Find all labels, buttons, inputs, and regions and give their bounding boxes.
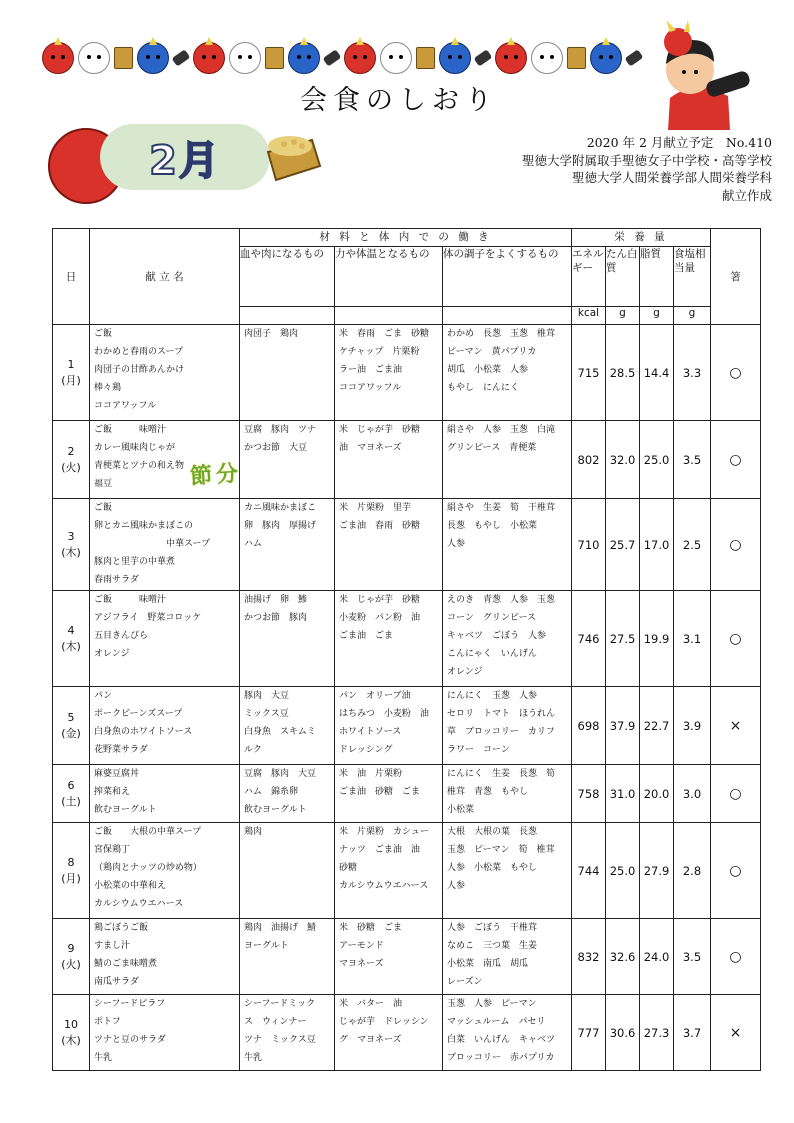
chopsticks-mark: × — [711, 687, 761, 765]
dish-name: 花野菜サラダ — [94, 745, 148, 755]
chopsticks-mark: × — [711, 995, 761, 1071]
day-of-week: (火) — [61, 957, 81, 971]
boy-eating-ehomaki-icon — [648, 18, 758, 130]
ingredient-line: グ マヨネーズ — [339, 1035, 402, 1045]
ingredients-green-cell — [443, 421, 572, 499]
dish-name: ポークビーンズスープ — [94, 709, 183, 719]
dish-name: 棒々鶏 — [94, 383, 122, 393]
ingredient-line: 米 片栗粉 カシュー — [339, 827, 429, 837]
table-row — [53, 687, 761, 765]
ingredient-line: 玉葱 人参 ピーマン — [447, 999, 537, 1009]
menu-table — [52, 228, 761, 1071]
ingredients-green-cell — [443, 325, 572, 421]
dish-name: 小松菜の中華和え — [94, 881, 167, 891]
header-fat: 脂質 — [640, 247, 674, 307]
blue-oni-icon — [137, 42, 169, 74]
ingredient-line: こんにゃく いんげん — [447, 649, 537, 659]
ingredient-line: ルク — [244, 745, 262, 755]
unit-energy: kcal — [572, 307, 606, 325]
day-of-week: (金) — [61, 726, 81, 740]
ingredient-line: にんにく 玉葱 人参 — [447, 691, 538, 701]
day-of-week: (土) — [61, 794, 81, 808]
ingredient-line: もやし にんにく — [447, 383, 520, 393]
protein-value: 27.5 — [606, 591, 640, 687]
ingredient-line: セロリ トマト ほうれん — [447, 709, 556, 719]
ingredients-green-cell — [443, 919, 572, 995]
salt-value: 3.5 — [674, 919, 711, 995]
day-number: 8 — [67, 855, 75, 869]
ingredients-green-cell — [443, 687, 572, 765]
dish-name: ポトフ — [94, 1017, 121, 1027]
blue-oni-icon — [590, 42, 622, 74]
header-day: 日 — [53, 229, 90, 325]
dish-name: ココアワッフル — [94, 401, 157, 411]
ingredient-line: 砂糖 — [339, 863, 358, 873]
ingredient-line: 卵 豚肉 厚揚げ — [244, 521, 317, 531]
ingredient-line: ナッツ ごま油 油 — [339, 845, 420, 855]
ingredient-line: 長葱 もやし 小松菜 — [447, 521, 538, 531]
fat-value: 22.7 — [640, 687, 674, 765]
day-number: 4 — [67, 623, 75, 637]
ingredients-yellow-cell — [335, 823, 443, 919]
ingredient-line: 小松菜 南瓜 胡瓜 — [447, 959, 529, 969]
dish-name: ご飯 大根の中華スープ — [94, 827, 202, 837]
okame-mask-icon — [229, 42, 261, 74]
fat-value: 27.9 — [640, 823, 674, 919]
header-protein: たん白質 — [606, 247, 640, 307]
ingredients-green-cell — [443, 499, 572, 591]
fat-value: 14.4 — [640, 325, 674, 421]
table-row — [53, 325, 761, 421]
ingredient-line: 人参 小松菜 もやし — [447, 863, 538, 873]
oni-club-icon — [474, 49, 493, 66]
ingredient-line: 人参 ごぼう 干椎茸 — [447, 923, 538, 933]
energy-value: 715 — [572, 325, 606, 421]
chopsticks-mark: ○ — [711, 591, 761, 687]
day-of-week: (木) — [61, 1033, 81, 1047]
menu-cell — [90, 995, 240, 1071]
dish-name: 飲むヨーグルト — [94, 805, 157, 815]
dish-name: 牛乳 — [94, 1053, 113, 1063]
unit-salt: g — [674, 307, 711, 325]
ingredient-line: 小松菜 — [447, 805, 475, 815]
salt-value: 2.5 — [674, 499, 711, 591]
ingredient-line: ラワー コーン — [447, 745, 510, 755]
ingredient-line: 米 油 片栗粉 — [339, 769, 403, 779]
day-number: 9 — [67, 941, 75, 955]
ingredient-line: コーン グリンピース — [447, 613, 537, 623]
setsubun-label: 節分 — [189, 461, 243, 490]
setsubun-garland — [42, 38, 642, 78]
ingredient-line: マヨネーズ — [339, 959, 384, 969]
day-cell — [53, 591, 90, 687]
dish-name: 鶏ごぼうご飯 — [94, 923, 149, 933]
okame-mask-icon — [531, 42, 563, 74]
dish-name: 豚肉と里芋の中華煮 — [94, 557, 176, 567]
ingredient-line: ホワイトソース — [339, 727, 402, 737]
day-cell — [53, 823, 90, 919]
energy-value: 832 — [572, 919, 606, 995]
dish-name: ご飯 味噌汁 — [94, 425, 167, 435]
page-title: 会食のしおり — [300, 85, 498, 116]
dish-name: カレー風味肉じゃが — [94, 443, 176, 453]
ingredient-line: 鶏肉 油揚げ 鯖 — [244, 923, 317, 933]
menu-cell — [90, 687, 240, 765]
ingredients-yellow-cell — [335, 591, 443, 687]
ingredient-line: 飲むヨーグルト — [244, 805, 307, 815]
ingredients-yellow-cell — [335, 499, 443, 591]
bean-box-icon — [262, 126, 324, 188]
bean-box-icon — [114, 47, 133, 69]
ingredient-line: グリンピース 青梗菜 — [447, 443, 537, 453]
ingredient-line: 絹さや 生姜 筍 干椎茸 — [447, 503, 556, 513]
header-energy: エネルギー — [572, 247, 606, 307]
chopsticks-mark: ○ — [711, 499, 761, 591]
day-cell — [53, 919, 90, 995]
salt-value: 3.9 — [674, 687, 711, 765]
ingredient-line: 米 片栗粉 里芋 — [339, 503, 412, 513]
ingredient-line: アーモンド — [339, 941, 384, 951]
chopsticks-mark: ○ — [711, 823, 761, 919]
dish-name: （鶏肉とナッツの炒め物） — [94, 863, 202, 873]
dish-name: 青梗菜とツナの和え物 — [94, 461, 185, 471]
dish-name: 卵とカニ風味かまぼこの — [94, 521, 194, 531]
day-number: 5 — [67, 710, 75, 724]
energy-value: 698 — [572, 687, 606, 765]
table-row — [53, 499, 761, 591]
ingredient-line: なめこ 三つ葉 生姜 — [447, 941, 538, 951]
ingredients-yellow-cell — [335, 995, 443, 1071]
author-label: 献立作成 — [721, 187, 772, 203]
dish-name: ご飯 味噌汁 — [94, 595, 167, 605]
salt-value: 2.8 — [674, 823, 711, 919]
ingredients-red-cell — [240, 919, 335, 995]
ingredient-line: ごま油 砂糖 ごま — [339, 787, 421, 797]
ingredient-line: ブロッコリー 赤パプリカ — [447, 1053, 555, 1063]
menu-info — [522, 134, 772, 204]
ingredient-line: ハム 錦糸卵 — [244, 787, 299, 797]
ingredient-line: ミックス豆 — [244, 709, 289, 719]
oni-club-icon — [625, 49, 644, 66]
day-number: 1 — [67, 357, 75, 371]
ingredient-line: ケチャップ 片栗粉 — [339, 347, 420, 357]
ingredient-line: 絹さや 人参 玉葱 白滝 — [447, 425, 556, 435]
header-green-group: 体の調子をよくするもの — [443, 247, 572, 307]
dish-name: わかめと春雨のスープ — [94, 347, 184, 357]
dish-name: 搾菜和え — [94, 787, 131, 797]
dish-name: シーフードピラフ — [94, 999, 166, 1009]
day-number: 2 — [67, 444, 75, 458]
ingredient-line: 豚肉 大豆 — [244, 691, 290, 701]
salt-value: 3.1 — [674, 591, 711, 687]
ingredient-line: にんにく 生姜 長葱 筍 — [447, 769, 556, 779]
menu-cell — [90, 919, 240, 995]
dish-name: 白身魚のホワイトソース — [94, 727, 193, 737]
day-of-week: (木) — [61, 639, 81, 653]
ingredients-red-cell — [240, 499, 335, 591]
fat-value: 25.0 — [640, 421, 674, 499]
ingredients-green-cell — [443, 591, 572, 687]
table-row — [53, 765, 761, 823]
salt-value: 3.7 — [674, 995, 711, 1071]
day-of-week: (月) — [61, 871, 81, 885]
protein-value: 25.7 — [606, 499, 640, 591]
fat-value: 17.0 — [640, 499, 674, 591]
ingredient-line: かつお節 豚肉 — [244, 613, 308, 623]
ingredient-line: オレンジ — [447, 667, 483, 677]
menu-cell — [90, 591, 240, 687]
ingredients-green-cell — [443, 823, 572, 919]
ingredient-line: シーフードミック — [244, 999, 316, 1009]
ingredient-line: 米 じゃが芋 砂糖 — [339, 425, 421, 435]
day-of-week: (木) — [61, 545, 81, 559]
ingredient-line: 鶏肉 — [244, 827, 263, 837]
ingredients-yellow-cell — [335, 421, 443, 499]
energy-value: 744 — [572, 823, 606, 919]
protein-value: 32.0 — [606, 421, 640, 499]
salt-value: 3.3 — [674, 325, 711, 421]
protein-value: 30.6 — [606, 995, 640, 1071]
ingredients-red-cell — [240, 421, 335, 499]
ingredient-line: ツナ ミックス豆 — [244, 1035, 316, 1045]
menu-cell — [90, 325, 240, 421]
header-yellow-group: 力や体温となるもの — [335, 247, 443, 307]
ingredient-line: 白身魚 スキムミ — [244, 727, 316, 737]
ingredient-line: 人参 — [447, 539, 466, 549]
ingredient-line: パン オリーブ油 — [339, 691, 411, 701]
oni-club-icon — [323, 49, 342, 66]
menu-cell — [90, 499, 240, 591]
dish-name: 宮保鶏丁 — [94, 845, 131, 855]
ingredients-red-cell — [240, 325, 335, 421]
protein-value: 37.9 — [606, 687, 640, 765]
day-cell — [53, 421, 90, 499]
day-of-week: (月) — [61, 373, 81, 387]
chopsticks-mark: ○ — [711, 919, 761, 995]
department-name: 聖徳大学人間栄養学部人間栄養学科 — [571, 170, 772, 185]
red-oni-icon — [344, 42, 376, 74]
ingredient-line: カルシウムウエハース — [339, 881, 429, 891]
ingredient-line: ごま油 ごま — [339, 631, 394, 641]
ingredient-line: 胡瓜 小松菜 人参 — [447, 365, 529, 375]
day-cell — [53, 995, 90, 1071]
table-row — [53, 421, 761, 499]
table-row — [53, 919, 761, 995]
ingredient-line: 豆腐 豚肉 ツナ — [244, 425, 317, 435]
dish-name: 肉団子の甘酢あんかけ — [94, 365, 185, 375]
dish-name: アジフライ 野菜コロッケ — [94, 613, 202, 623]
chopsticks-mark: ○ — [711, 765, 761, 823]
okame-mask-icon — [78, 42, 110, 74]
ingredient-line: わかめ 長葱 玉葱 椎茸 — [447, 329, 556, 339]
protein-value: 28.5 — [606, 325, 640, 421]
blue-oni-icon — [439, 42, 471, 74]
dish-name: 鯖のごま味噌煮 — [94, 959, 158, 969]
okame-mask-icon — [380, 42, 412, 74]
ingredient-line: ス ウィンナー — [244, 1017, 307, 1027]
fat-value: 19.9 — [640, 591, 674, 687]
day-number: 3 — [67, 529, 75, 543]
table-row — [53, 591, 761, 687]
table-row — [53, 995, 761, 1071]
blue-oni-icon — [288, 42, 320, 74]
red-oni-icon — [495, 42, 527, 74]
dish-name: 福豆 — [94, 479, 113, 489]
ingredient-line: 草 ブロッコリー カリフ — [447, 727, 555, 737]
dish-name: 五目きんぴら — [94, 631, 149, 641]
protein-value: 25.0 — [606, 823, 640, 919]
ingredients-yellow-cell — [335, 687, 443, 765]
ingredients-green-cell — [443, 995, 572, 1071]
fat-value: 24.0 — [640, 919, 674, 995]
energy-value: 802 — [572, 421, 606, 499]
ingredient-line: 油 マヨネーズ — [339, 443, 402, 453]
ingredients-yellow-cell — [335, 765, 443, 823]
ingredient-line: レーズン — [447, 977, 483, 987]
dish-name: 麻婆豆腐丼 — [94, 769, 140, 779]
ingredients-red-cell — [240, 995, 335, 1071]
energy-value: 710 — [572, 499, 606, 591]
day-cell — [53, 325, 90, 421]
header-salt: 食塩相当量 — [674, 247, 711, 307]
menu-cell — [90, 823, 240, 919]
red-oni-icon — [42, 42, 74, 74]
day-number: 10 — [64, 1017, 78, 1031]
protein-value: 31.0 — [606, 765, 640, 823]
header-ingredients: 材 料 と 体 内 で の 働 き — [240, 229, 572, 247]
menu-number: 2020 年 2 月献立予定 No.410 — [586, 135, 772, 150]
chopsticks-mark: ○ — [711, 325, 761, 421]
ingredient-line: カニ風味かまぼこ — [244, 503, 317, 513]
energy-value: 746 — [572, 591, 606, 687]
ingredient-line: ごま油 春雨 砂糖 — [339, 521, 421, 531]
ingredient-line: 玉葱 ピーマン 筍 椎茸 — [447, 845, 555, 855]
dish-name: ご飯 — [94, 503, 113, 513]
salt-value: 3.0 — [674, 765, 711, 823]
ingredient-line: じゃが芋 ドレッシン — [339, 1017, 429, 1027]
ingredient-line: 人参 — [447, 881, 466, 891]
dish-name: ご飯 — [94, 329, 113, 339]
dish-name: ツナと豆のサラダ — [94, 1035, 166, 1045]
ingredient-line: キャベツ ごぼう 人参 — [447, 631, 547, 641]
school-name: 聖徳大学附属取手聖徳女子中学校・高等学校 — [521, 152, 772, 168]
ingredient-line: 米 砂糖 ごま — [339, 923, 403, 933]
ingredient-line: 小麦粉 パン粉 油 — [339, 613, 421, 623]
ingredient-line: ピーマン 黄パプリカ — [447, 347, 537, 357]
ingredient-line: 肉団子 鶏肉 — [244, 329, 299, 339]
protein-value: 32.6 — [606, 919, 640, 995]
ingredients-red-cell — [240, 687, 335, 765]
bean-box-icon — [567, 47, 586, 69]
ingredient-line: かつお節 大豆 — [244, 443, 308, 453]
dish-name: すまし汁 — [94, 941, 131, 951]
ingredients-red-cell — [240, 765, 335, 823]
ingredient-line: 豆腐 豚肉 大豆 — [244, 769, 317, 779]
day-cell — [53, 499, 90, 591]
ingredients-yellow-cell — [335, 919, 443, 995]
ingredient-line: 米 じゃが芋 砂糖 — [339, 595, 421, 605]
unit-fat: g — [640, 307, 674, 325]
dish-name: 中華スープ — [94, 539, 211, 549]
dish-name: パン — [94, 691, 113, 701]
day-of-week: (火) — [61, 460, 81, 474]
dish-name: 春雨サラダ — [94, 575, 139, 585]
ingredients-yellow-cell — [335, 325, 443, 421]
header-menu-name: 献 立 名 — [90, 229, 240, 325]
menu-cell — [90, 765, 240, 823]
dish-name: オレンジ — [94, 649, 130, 659]
ingredient-line: ドレッシング — [339, 745, 393, 755]
ingredient-line: マッシュルーム パセリ — [447, 1017, 546, 1027]
header-chopsticks: 箸 — [711, 229, 761, 325]
ingredient-line: 米 バター 油 — [339, 999, 403, 1009]
ingredient-line: 油揚げ 卵 鯵 — [244, 595, 308, 605]
red-oni-icon — [193, 42, 225, 74]
dish-name: カルシウムウエハース — [94, 899, 184, 909]
day-cell — [53, 765, 90, 823]
ingredient-line: ラー油 ごま油 — [339, 365, 403, 375]
unit-protein: g — [606, 307, 640, 325]
chopsticks-mark: ○ — [711, 421, 761, 499]
ingredient-line: 白菜 いんげん キャベツ — [447, 1035, 556, 1045]
fat-value: 27.3 — [640, 995, 674, 1071]
month-badge — [100, 124, 270, 190]
ingredient-line: 米 春雨 ごま 砂糖 — [339, 329, 430, 339]
bean-box-icon — [416, 47, 435, 69]
month-label: 2月 — [149, 137, 221, 184]
ingredient-line: 牛乳 — [244, 1053, 263, 1063]
header-red-group: 血や肉になるもの — [240, 247, 335, 307]
energy-value: 777 — [572, 995, 606, 1071]
energy-value: 758 — [572, 765, 606, 823]
ingredient-line: ヨーグルト — [244, 941, 289, 951]
table-row — [53, 823, 761, 919]
oni-club-icon — [172, 49, 191, 66]
ingredients-red-cell — [240, 591, 335, 687]
ingredients-green-cell — [443, 765, 572, 823]
ingredient-line: ハム — [244, 539, 263, 549]
ingredient-line: 大根 大根の葉 長葱 — [447, 827, 538, 837]
ingredient-line: ココアワッフル — [339, 383, 402, 393]
bean-box-icon — [265, 47, 284, 69]
day-cell — [53, 687, 90, 765]
ingredient-line: はちみつ 小麦粉 油 — [339, 709, 429, 719]
fat-value: 20.0 — [640, 765, 674, 823]
ingredients-red-cell — [240, 823, 335, 919]
header-nutrition: 栄 養 量 — [572, 229, 711, 247]
ingredient-line: えのき 青葱 人参 玉葱 — [447, 595, 556, 605]
dish-name: 南瓜サラダ — [94, 977, 139, 987]
ingredient-line: 椎茸 青葱 もやし — [447, 787, 529, 797]
day-number: 6 — [67, 778, 75, 792]
salt-value: 3.5 — [674, 421, 711, 499]
